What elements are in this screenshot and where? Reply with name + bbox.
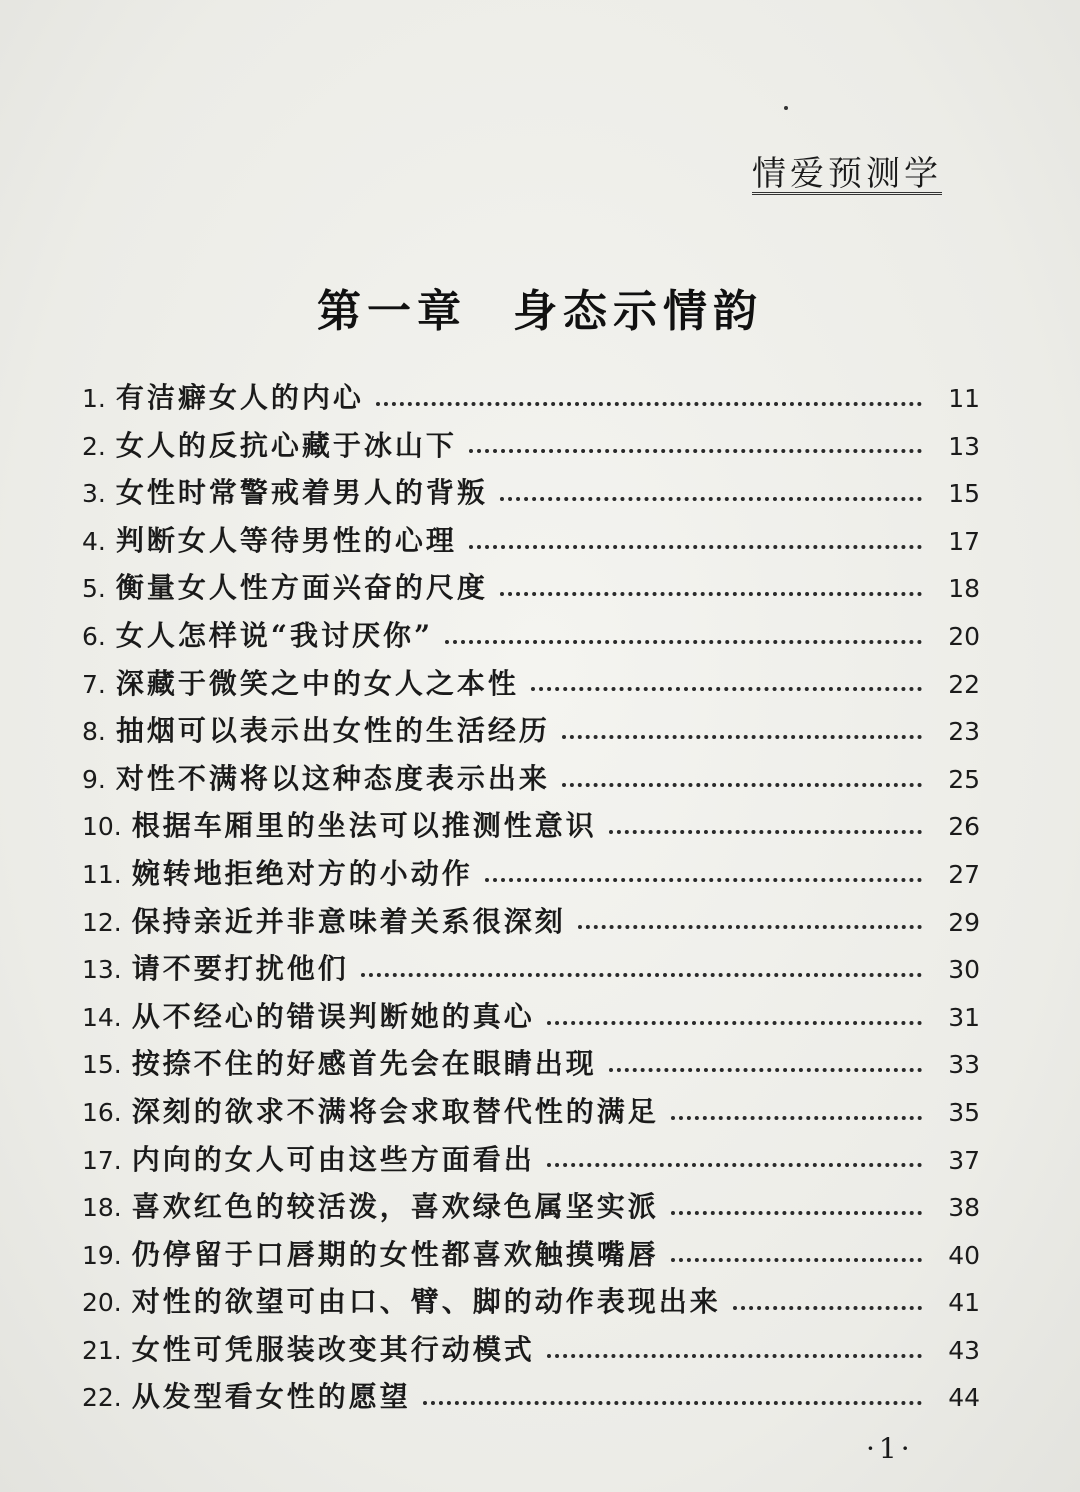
toc-entry-number: 17. (82, 1145, 122, 1175)
toc-entry-number: 6. (82, 621, 106, 651)
toc-entry-title: 按捺不住的好感首先会在眼睛出现 (131, 1047, 597, 1081)
toc-entry (82, 1088, 980, 1136)
toc-dot-leader (361, 973, 922, 977)
toc-dot-leader (469, 449, 922, 453)
toc-entry-title: 女性时常警戒着男人的背叛 (115, 476, 488, 510)
toc-entry-page: 31 (948, 1002, 980, 1032)
table-of-contents (82, 374, 980, 1421)
toc-dot-leader (547, 1021, 922, 1025)
toc-entry (82, 1326, 980, 1374)
toc-dot-leader (445, 640, 922, 644)
toc-entry-number: 5. (82, 574, 106, 604)
toc-dot-leader (547, 1163, 922, 1167)
toc-dot-leader (500, 497, 922, 501)
toc-dot-leader (562, 783, 922, 787)
toc-entry-page: 27 (948, 859, 980, 889)
toc-entry-page: 23 (948, 717, 980, 747)
chapter-title (0, 275, 1080, 339)
toc-entry-page: 25 (948, 764, 980, 794)
toc-entry-page: 37 (948, 1145, 980, 1175)
toc-entry-number: 12. (82, 907, 122, 937)
toc-dot-leader (469, 545, 922, 549)
toc-entry-page: 33 (948, 1050, 980, 1080)
toc-entry-title: 喜欢红色的较活泼，喜欢绿色属坚实派 (131, 1190, 659, 1224)
toc-entry (82, 660, 980, 708)
chapter-number: 第一章 (317, 286, 467, 337)
toc-dot-leader (671, 1116, 922, 1120)
toc-entry-title: 仍停留于口唇期的女性都喜欢触摸嘴唇 (131, 1237, 659, 1271)
toc-dot-leader (531, 687, 922, 691)
toc-entry-title: 女人的反抗心藏于冰山下 (115, 428, 457, 462)
toc-dot-leader (485, 878, 922, 882)
toc-entry-title: 从不经心的错误判断她的真心 (131, 999, 535, 1033)
toc-entry-title: 有洁癖女人的内心 (115, 381, 364, 414)
toc-entry-title: 请不要打扰他们 (131, 952, 349, 986)
toc-entry (82, 1183, 980, 1231)
toc-entry-title: 对性不满将以这种态度表示出来 (115, 761, 550, 795)
toc-dot-leader (547, 1354, 922, 1358)
toc-entry (82, 707, 980, 755)
chapter-name: 身态示情韵 (513, 286, 763, 337)
toc-entry-title: 保持亲近并非意味着关系很深刻 (131, 904, 566, 938)
toc-entry (82, 1040, 980, 1088)
toc-entry-page: 17 (948, 526, 980, 556)
toc-entry (82, 517, 980, 565)
toc-entry (82, 945, 980, 993)
toc-entry-page: 30 (948, 955, 980, 985)
toc-entry-number: 3. (82, 479, 106, 509)
print-speck (784, 106, 788, 110)
toc-entry-number: 4. (82, 526, 106, 556)
toc-entry-number: 18. (82, 1193, 122, 1223)
toc-entry-page: 26 (948, 812, 980, 842)
toc-entry-page: 43 (948, 1335, 980, 1365)
toc-dot-leader (578, 925, 922, 929)
toc-entry (82, 755, 980, 803)
toc-entry-number: 2. (82, 431, 106, 461)
toc-entry-title: 深刻的欲求不满将会求取替代性的满足 (131, 1094, 659, 1128)
toc-dot-leader (609, 830, 922, 834)
toc-entry (82, 898, 980, 946)
toc-entry (82, 850, 980, 898)
toc-dot-leader (500, 592, 922, 596)
toc-entry-title: 对性的欲望可由口、臂、脚的动作表现出来 (131, 1285, 721, 1319)
toc-entry-number: 15. (82, 1050, 122, 1080)
toc-entry-title: 根据车厢里的坐法可以推测性意识 (131, 809, 597, 843)
toc-entry-title: 抽烟可以表示出女性的生活经历 (115, 714, 550, 748)
toc-dot-leader (562, 735, 922, 739)
toc-entry-title: 女人怎样说“我讨厌你” (115, 618, 434, 652)
toc-entry-title: 婉转地拒绝对方的小动作 (131, 856, 473, 890)
toc-entry-number: 16. (82, 1097, 122, 1127)
toc-dot-leader (609, 1068, 922, 1072)
page-number: ·1· (866, 1432, 914, 1465)
toc-entry-page: 18 (948, 574, 980, 604)
toc-entry-page: 38 (948, 1193, 980, 1223)
toc-dot-leader (671, 1258, 922, 1262)
toc-entry-number: 14. (82, 1002, 122, 1032)
toc-entry (82, 469, 980, 517)
toc-dot-leader (733, 1306, 922, 1310)
toc-entry-title: 深藏于微笑之中的女人之本性 (115, 666, 519, 700)
toc-entry (82, 802, 980, 850)
toc-entry-number: 21. (82, 1335, 122, 1365)
toc-entry-number: 10. (82, 812, 122, 842)
toc-dot-leader (671, 1211, 922, 1215)
toc-entry-number: 19. (82, 1240, 122, 1270)
toc-entry (82, 374, 980, 422)
toc-entry-page: 41 (948, 1288, 980, 1318)
toc-entry-title: 从发型看女性的愿望 (131, 1380, 411, 1414)
toc-entry (82, 1136, 980, 1184)
toc-entry (82, 1373, 980, 1421)
toc-entry-number: 22. (82, 1383, 122, 1413)
toc-entry-number: 8. (82, 717, 106, 747)
toc-entry-page: 35 (948, 1097, 980, 1127)
toc-entry (82, 422, 980, 470)
toc-entry-number: 7. (82, 669, 106, 699)
toc-entry-page: 11 (948, 384, 980, 413)
toc-entry-title: 判断女人等待男性的心理 (115, 523, 457, 557)
toc-entry-page: 13 (948, 431, 980, 461)
toc-entry (82, 1231, 980, 1279)
toc-entry (82, 1278, 980, 1326)
toc-entry-page: 20 (948, 621, 980, 651)
toc-dot-leader (423, 1401, 922, 1405)
toc-entry-title: 内向的女人可由这些方面看出 (131, 1142, 535, 1176)
toc-entry-number: 9. (82, 764, 106, 794)
toc-entry (82, 564, 980, 612)
toc-entry-number: 20. (82, 1288, 122, 1318)
toc-entry-number: 1. (82, 384, 106, 413)
toc-entry-number: 11. (82, 859, 122, 889)
toc-entry-page: 22 (948, 669, 980, 699)
toc-entry-title: 衡量女人性方面兴奋的尺度 (115, 571, 488, 605)
running-head-underline (752, 188, 942, 195)
toc-entry-page: 15 (948, 479, 980, 509)
toc-entry-number: 13. (82, 955, 122, 985)
toc-dot-leader (376, 402, 922, 406)
running-head: 情爱预测学 (752, 154, 942, 194)
toc-entry-title: 女性可凭服装改变其行动模式 (131, 1332, 535, 1366)
toc-entry-page: 44 (948, 1383, 980, 1413)
toc-entry (82, 993, 980, 1041)
toc-entry-page: 40 (948, 1240, 980, 1270)
toc-entry (82, 612, 980, 660)
toc-entry-page: 29 (948, 907, 980, 937)
